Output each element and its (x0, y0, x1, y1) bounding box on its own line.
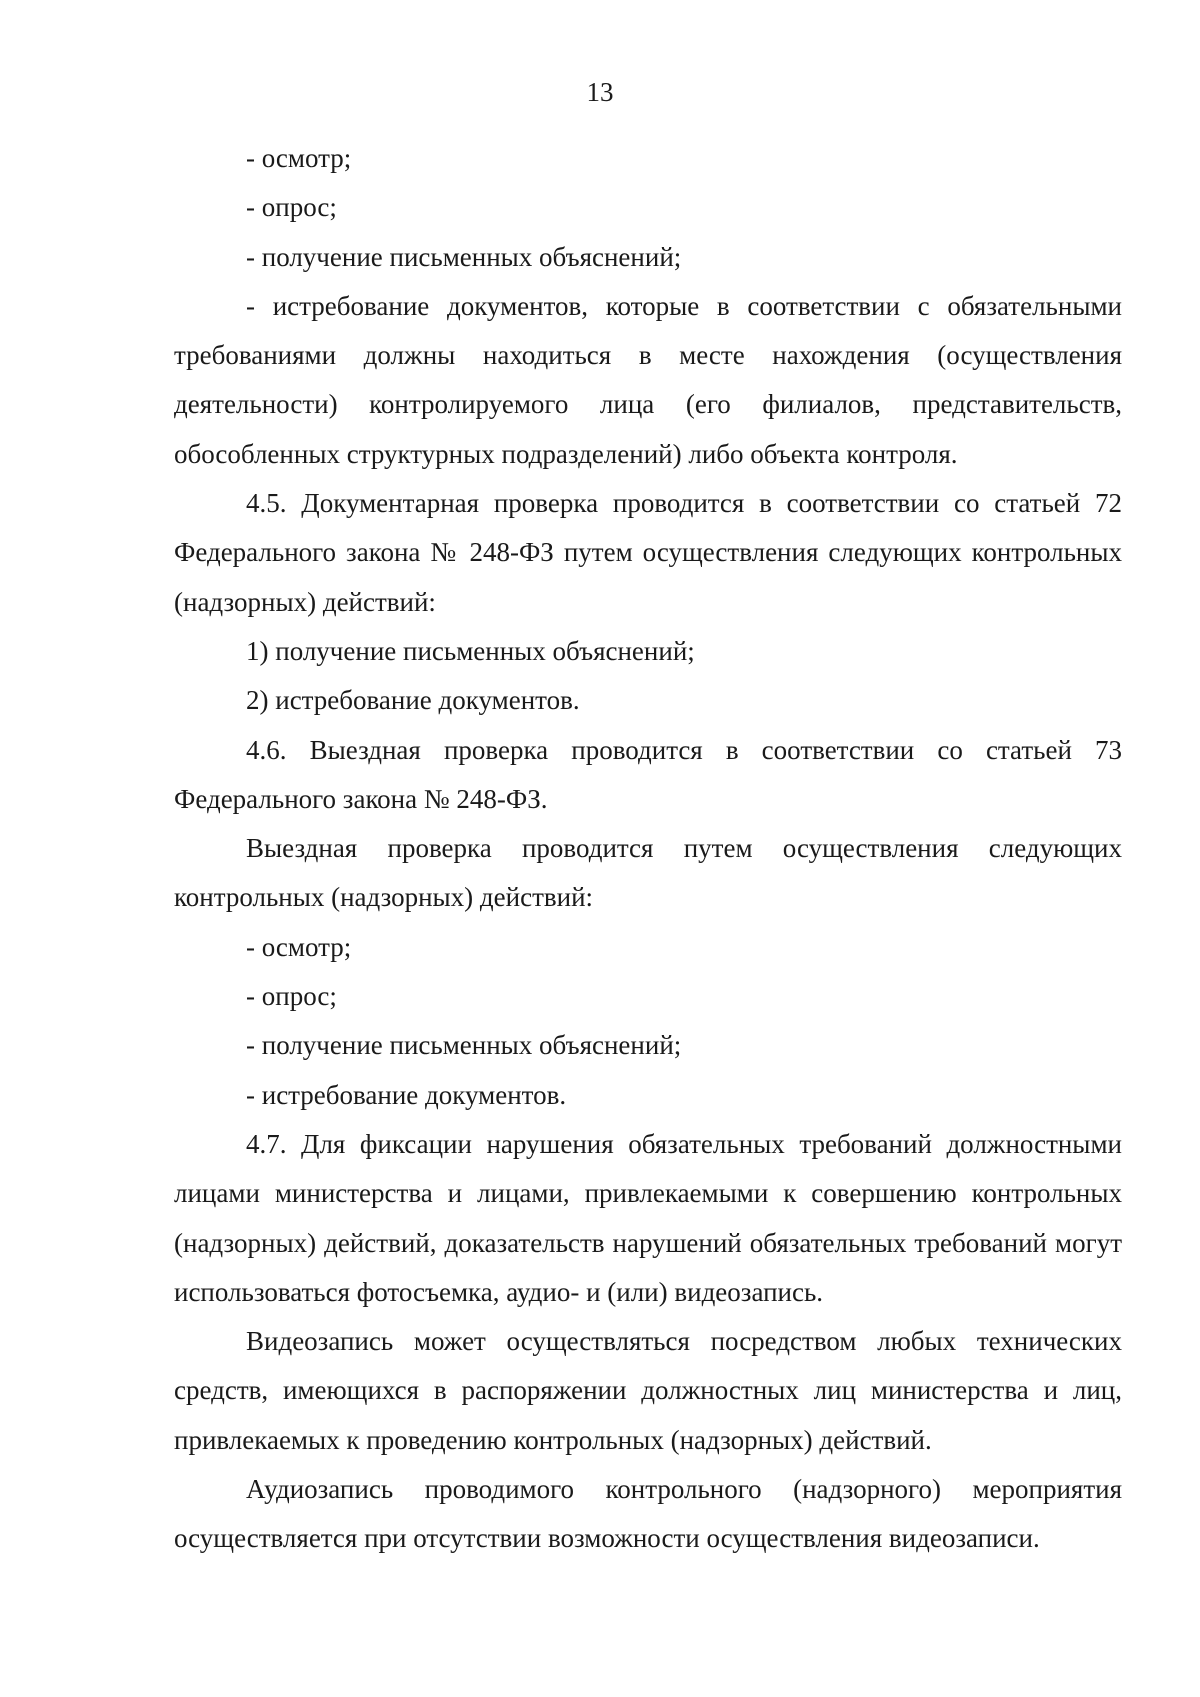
list-item-inspection-2: - осмотр; (246, 931, 352, 962)
list-item-survey: - опрос; (246, 192, 337, 223)
paragraph-4-5: 4.5. Документарная проверка проводится в соответствии со статьей 72 Федерального закона № 248-ФЗ путем осуществления следующих контрольных (надзорных) действий: (174, 488, 1122, 617)
list-item-1: 1) получение письменных объяснений; (246, 635, 695, 666)
list-item-document-request-2: - истребование документов. (246, 1079, 567, 1110)
list-item-written-explanations: - получение письменных объяснений; (246, 241, 682, 272)
paragraph-onsite-inspection: Выездная проверка проводится путем осуществления следующих контрольных (надзорных) действий: (174, 833, 1122, 913)
list-item-document-request: - истребование документов, которые в соответствии с обязательными требованиями должны находиться в месте нахождения (осуществления деятельности) контролируемого лица (его филиалов, представительств, обособленных структурных подразделений) либо объекта контроля. (174, 290, 1122, 469)
list-item-survey-2: - опрос; (246, 981, 337, 1012)
paragraph-4-6: 4.6. Выездная проверка проводится в соответствии со статьей 73 Федерального закона № 248-ФЗ. (174, 734, 1122, 814)
paragraph-audio-recording: Аудиозапись проводимого контрольного (надзорного) мероприятия осуществляется при отсутствии возможности осуществления видеозаписи. (174, 1474, 1122, 1554)
paragraph-video-recording: Видеозапись может осуществляться посредством любых технических средств, имеющихся в распоряжении должностных лиц министерства и лиц, привлекаемых к проведению контрольных (надзорных) действий. (174, 1326, 1122, 1455)
list-item-inspection: - осмотр; (246, 143, 352, 173)
document-body (174, 134, 1122, 1564)
list-item-2: 2) истребование документов. (246, 685, 580, 716)
paragraph-4-7: 4.7. Для фиксации нарушения обязательных требований должностными лицами министерства и лицами, привлекаемыми к совершению контрольных (надзорных) действий, доказательств нарушений обязательных требований могут использоваться фотосъемка, аудио- и (или) видеозапись. (174, 1128, 1122, 1307)
page-number: 13 (586, 77, 614, 107)
list-item-written-explanations-2: - получение письменных объяснений; (246, 1030, 682, 1061)
